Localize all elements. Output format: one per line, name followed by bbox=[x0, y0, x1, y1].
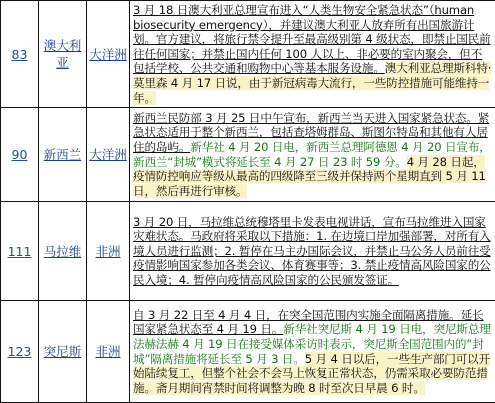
description-segment: 新华社 4 月 20 日电，新西兰总理阿德恩 4 月 20 日宣布，新西兰“封城”模式将延长至 4 月 27 日 23 时 59 分。 bbox=[133, 140, 491, 169]
description-segment: 3 月 20 日，马拉维总统穆塔里卡发表电视讲话，宣布马拉维进入国家灾难状态。马政府将采取以下措施：1. 在边境口岸加强部署，对所有入境人员进行监测；2. 暂停在马主办国际会议，并禁止马公务人员前往受疫情影响国家参加各类会议、体育赛事等；3. 禁止疫情高风险国家的公民入境；4. 暂停向疫情高风险国家的公民颁发签证。 bbox=[133, 215, 491, 287]
continent-link[interactable]: 非洲 bbox=[87, 301, 130, 403]
country-link[interactable]: 新西兰 bbox=[39, 108, 87, 202]
table-row bbox=[1, 108, 495, 202]
continent-link[interactable]: 大洋洲 bbox=[87, 1, 130, 108]
measure-description bbox=[130, 108, 495, 202]
description-segment: 澳大利亚总理斯科特·莫里森 4 月 17 日说，由于新冠病毒大流行，一些防控措施可能维持一年。 bbox=[133, 61, 491, 104]
table-row bbox=[1, 202, 495, 301]
country-link[interactable]: 澳大利亚 bbox=[39, 1, 87, 108]
description-segment: 3 月 18 日澳大利亚总理宣布进入“人类生物安全紧急状态”（human biosecurity emergency），并建议澳大利亚人放弃所有出国旅游计划。官方建议，将旅行禁令提升至最高级别第 4 级状态，即禁止国民前往任何国家；并禁止国内任何 100 人以上、非必要的室内聚会，但不包括学校、公共交通和购物中心等基本服务设施。 bbox=[133, 3, 491, 75]
description-segment: 4 月 28 日起，疫情防控响应等级从最高的四级降至三级并保持两个星期直到 5 月 11 日，然后再进行审核。 bbox=[133, 155, 486, 198]
continent-link[interactable]: 大洋洲 bbox=[87, 108, 130, 202]
country-link[interactable]: 突尼斯 bbox=[39, 301, 87, 403]
row-index-link[interactable]: 123 bbox=[1, 301, 39, 403]
table-row bbox=[1, 301, 495, 403]
description-segment: 5 月 4 日以后，一些生产部门可以开始陆续复工，但整个社会不会马上恢复正常状态，仍需采取必要防范措施。斋月期间宵禁时间将调整为晚 8 时至次日早晨 6 时。 bbox=[133, 352, 490, 395]
description-segment: 新西兰民防部 3 月 25 日中午宣布，新西兰当天进入国家紧急状态。紧急状态适用于整个新西兰，包括查塔姆群岛、斯图尔特岛和其他有人居住的岛屿。 bbox=[133, 111, 489, 154]
measure-description bbox=[130, 202, 495, 301]
table-row bbox=[1, 1, 495, 108]
country-link[interactable]: 马拉维 bbox=[39, 202, 87, 301]
description-segment: 自 3 月 22 日至 4 月 4 日，在突全国范围内实施全面隔离措施。延长国家紧急状态至 4 月 19 日。 bbox=[133, 308, 484, 337]
measure-description bbox=[130, 1, 495, 108]
measure-description bbox=[130, 301, 495, 403]
row-index-link[interactable]: 90 bbox=[1, 108, 39, 202]
row-index-link[interactable]: 83 bbox=[1, 1, 39, 108]
row-index-link[interactable]: 111 bbox=[1, 202, 39, 301]
description-segment: 新华社突尼斯 4 月 19 日电，突尼斯总理法赫法赫 4 月 19 日在接受媒体采访时表示，突尼斯全国范围内的“封城”隔离措施将延长至 5 月 3 日。 bbox=[133, 322, 491, 365]
policy-table-body bbox=[1, 1, 495, 403]
continent-link[interactable]: 非洲 bbox=[87, 202, 130, 301]
